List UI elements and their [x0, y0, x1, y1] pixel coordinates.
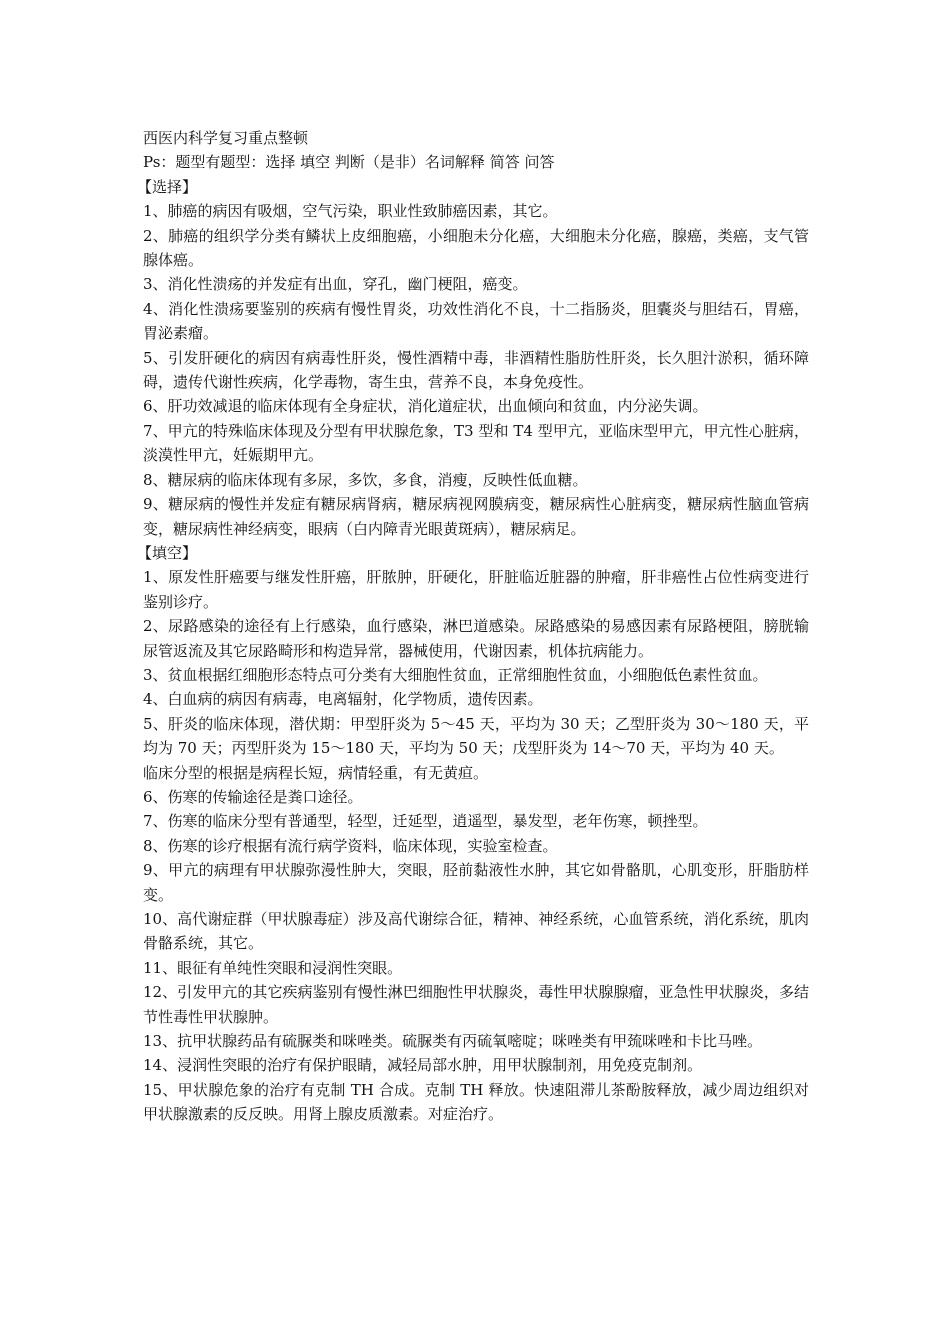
section-heading-fill: 【填空】 — [137, 543, 198, 562]
question-types-note: Ps：题型有题型：选择 填空 判断（是非）名词解释 简答 问答 — [143, 153, 555, 172]
choice-item-9: 9、糖尿病的慢性并发症有糖尿病肾病，糖尿病视网膜病变，糖尿病性心脏病变，糖尿病性脑血管病变，糖尿病性神经病变，眼病（白内障青光眼黄斑病），糖尿病足。 — [143, 495, 809, 538]
choice-item-4: 4、消化性溃疡要鉴别的疾病有慢性胃炎，功效性消化不良，十二指肠炎，胆囊炎与胆结石，胃癌，胃泌素瘤。 — [143, 299, 809, 343]
choice-item-3: 3、消化性溃疡的并发症有出血，穿孔，幽门梗阻，癌变。 — [143, 275, 528, 294]
fill-item-15: 15、甲状腺危象的治疗有克制 TH 合成。克制 TH 释放。快速阻滞儿茶酚胺释放，减少周边组织对甲状腺激素的反反映。用肾上腺皮质激素。对症治疗。 — [143, 1080, 809, 1124]
fill-item-12: 12、引发甲亢的其它疾病鉴别有慢性淋巴细胞性甲状腺炎，毒性甲状腺腺瘤，亚急性甲状腺炎，多结节性毒性甲状腺肿。 — [143, 983, 809, 1026]
fill-item-9: 9、甲亢的病理有甲状腺弥漫性肿大，突眼，胫前黏液性水肿，其它如骨骼肌，心肌变形，肝脂肪样变。 — [143, 861, 809, 904]
document-title: 西医内科学复习重点整顿 — [143, 129, 309, 147]
fill-item-3: 3、贫血根据红细胞形态特点可分类有大细胞性贫血，正常细胞性贫血，小细胞低色素性贫血。 — [143, 665, 768, 684]
section-heading-choice: 【选择】 — [137, 177, 198, 196]
fill-item-13: 13、抗甲状腺药品有硫脲类和咪唑类。硫脲类有丙硫氧嘧啶；咪唑类有甲巯咪唑和卡比马唑。 — [143, 1032, 763, 1051]
choice-item-6: 6、肝功效减退的临床体现有全身症状，消化道症状，出血倾向和贫血，内分泌失调。 — [143, 397, 708, 416]
choice-item-8: 8、糖尿病的临床体现有多尿，多饮，多食，消瘦，反映性低血糖。 — [143, 470, 588, 489]
document-body — [137, 126, 809, 1127]
fill-item-7: 7、伤寒的临床分型有普通型，轻型，迁延型，逍遥型，暴发型，老年伤寒，顿挫型。 — [143, 812, 708, 831]
fill-item-8: 8、伤寒的诊疗根据有流行病学资料，临床体现，实验室检查。 — [143, 836, 558, 855]
fill-item-11: 11、眼征有单纯性突眼和浸润性突眼。 — [143, 958, 403, 977]
fill-item-2: 2、尿路感染的途径有上行感染，血行感染，淋巴道感染。尿路感染的易感因素有尿路梗阻，膀胱输尿管返流及其它尿路畸形和构造异常，器械使用，代谢因素，机体抗病能力。 — [143, 617, 809, 660]
fill-item-14: 14、浸润性突眼的治疗有保护眼睛，减轻局部水肿，用甲状腺制剂，用免疫克制剂。 — [143, 1056, 703, 1075]
fill-item-5: 5、肝炎的临床体现，潜伏期：甲型肝炎为 5～45 天，平均为 30 天；乙型肝炎为 30～180 天，平均为 70 天；丙型肝炎为 15～180 天，平均为 50 天；戊型肝炎为 14～70 天，平均为 40 天。 — [143, 714, 809, 758]
choice-item-5: 5、引发肝硬化的病因有病毒性肝炎，慢性酒精中毒，非酒精性脂肪性肝炎，长久胆汁淤积，循环障碍，遗传代谢性疾病，化学毒物，寄生虫，营养不良，本身免疫性。 — [143, 348, 809, 392]
fill-item-4: 4、白血病的病因有病毒，电离辐射，化学物质，遗传因素。 — [143, 690, 543, 709]
choice-item-1: 1、肺癌的病因有吸烟，空气污染，职业性致肺癌因素，其它。 — [143, 202, 558, 221]
fill-item-10: 10、高代谢症群（甲状腺毒症）涉及高代谢综合征，精神、神经系统，心血管系统，消化系统，肌肉骨骼系统，其它。 — [143, 910, 809, 953]
fill-item-5-note: 临床分型的根据是病程长短，病情轻重，有无黄疸。 — [143, 763, 489, 782]
choice-item-2: 2、肺癌的组织学分类有鳞状上皮细胞癌，小细胞未分化癌，大细胞未分化癌，腺癌，类癌，支气管腺体癌。 — [143, 226, 809, 270]
choice-item-7: 7、甲亢的特殊临床体现及分型有甲状腺危象，T3 型和 T4 型甲亢，亚临床型甲亢，甲亢性心脏病，淡漠性甲亢，妊娠期甲亢。 — [143, 421, 809, 465]
fill-item-1: 1、原发性肝癌要与继发性肝癌，肝脓肿，肝硬化，肝脏临近脏器的肿瘤，肝非癌性占位性病变进行鉴别诊疗。 — [143, 568, 809, 611]
fill-item-6: 6、伤寒的传输途径是粪口途径。 — [143, 787, 363, 806]
